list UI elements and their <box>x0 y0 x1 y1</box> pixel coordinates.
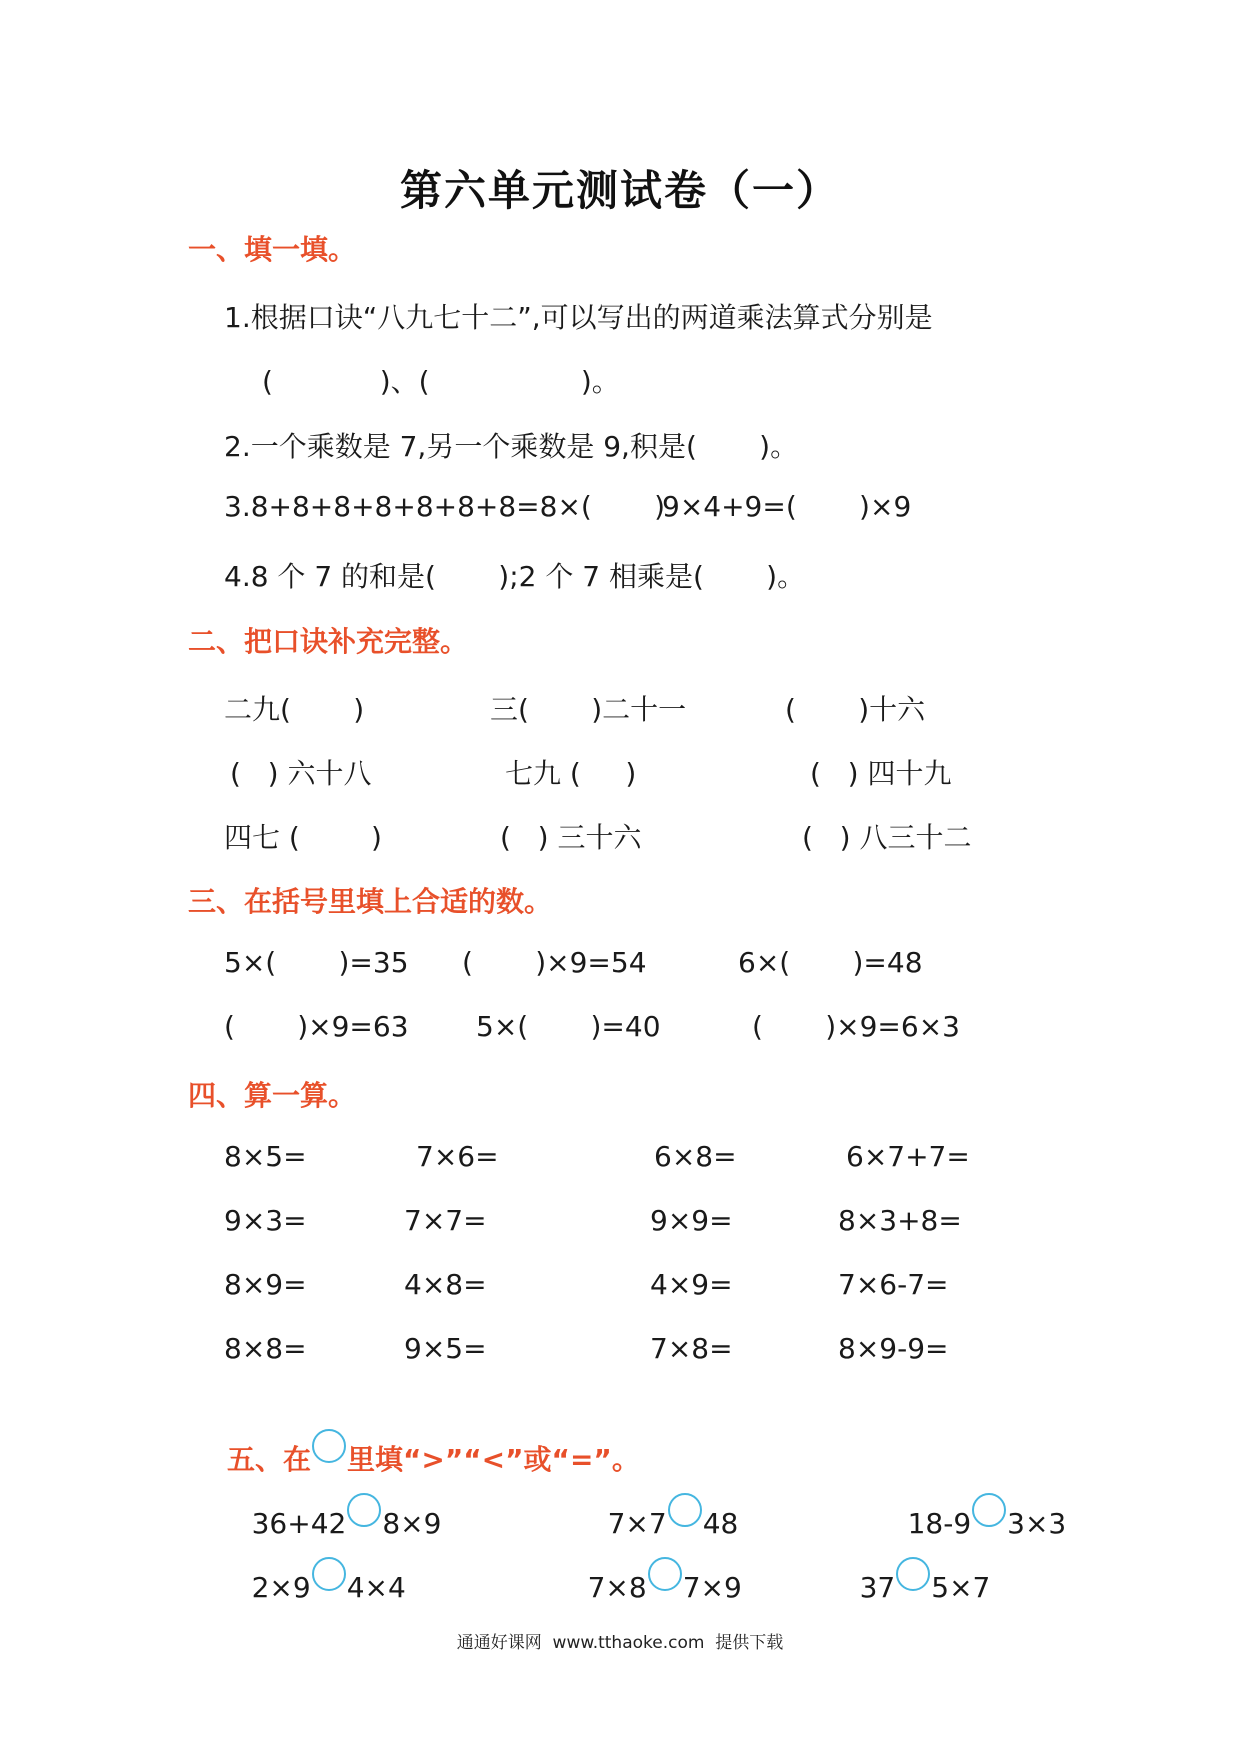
calc-item[interactable]: 6×8= <box>654 1140 737 1173</box>
compare-left: 7×8 <box>587 1571 647 1604</box>
koujue-item[interactable]: ( ) 八三十二 <box>802 821 972 854</box>
question-3a[interactable]: 3.8+8+8+8+8+8+8=8×( ) <box>224 490 666 523</box>
section-heading-compare-suffix: 里填“>”“<”或“=”。 <box>347 1443 640 1476</box>
calc-item[interactable]: 8×9-9= <box>838 1332 949 1365</box>
calc-item[interactable]: 4×9= <box>650 1268 733 1301</box>
question-4[interactable]: 4.8 个 7 的和是( );2 个 7 相乘是( )。 <box>224 560 806 593</box>
calc-item[interactable]: 8×9= <box>224 1268 307 1301</box>
koujue-item[interactable]: 三( )二十一 <box>490 693 687 726</box>
calc-item[interactable]: 4×8= <box>404 1268 487 1301</box>
bracket-item[interactable]: 5×( )=35 <box>224 946 409 979</box>
compare-left: 7×7 <box>607 1507 667 1540</box>
compare-item <box>216 1524 406 1637</box>
compare-item <box>552 1524 742 1637</box>
section-heading-calc: 四、算一算。 <box>188 1079 357 1112</box>
compare-circle-input[interactable] <box>312 1557 346 1591</box>
calc-item[interactable]: 8×3+8= <box>838 1204 962 1237</box>
question-1: 1.根据口诀“八九七十二”,可以写出的两道乘法算式分别是 <box>224 301 933 334</box>
bracket-item[interactable]: ( )×9=6×3 <box>752 1010 960 1043</box>
koujue-item[interactable]: ( ) 三十六 <box>500 821 642 854</box>
circle-icon <box>312 1429 346 1463</box>
question-3b[interactable]: 9×4+9=( )×9 <box>662 490 912 523</box>
section-heading-brackets: 三、在括号里填上合适的数。 <box>188 885 553 918</box>
compare-right: 8×9 <box>382 1507 442 1540</box>
koujue-item[interactable]: ( )十六 <box>785 693 926 726</box>
compare-circle-input[interactable] <box>648 1557 682 1591</box>
page-title: 第六单元测试卷（一） <box>399 166 840 215</box>
compare-item <box>824 1524 990 1637</box>
calc-item[interactable]: 9×3= <box>224 1204 307 1237</box>
calc-item[interactable]: 7×8= <box>650 1332 733 1365</box>
compare-circle-input[interactable] <box>896 1557 930 1591</box>
compare-left: 37 <box>859 1571 896 1604</box>
bracket-item[interactable]: 6×( )=48 <box>738 946 923 979</box>
compare-right: 7×9 <box>682 1571 742 1604</box>
compare-circle-input[interactable] <box>972 1493 1006 1527</box>
calc-item[interactable]: 8×8= <box>224 1332 307 1365</box>
footer-credit: 通通好课网 www.tthaoke.com 提供下载 <box>456 1633 784 1653</box>
calc-item[interactable]: 7×7= <box>404 1204 487 1237</box>
calc-item[interactable]: 9×9= <box>650 1204 733 1237</box>
calc-item[interactable]: 7×6= <box>416 1140 499 1173</box>
compare-right: 48 <box>702 1507 739 1540</box>
bracket-item[interactable]: 5×( )=40 <box>476 1010 661 1043</box>
koujue-item[interactable]: ( ) 六十八 <box>230 757 372 790</box>
compare-left: 2×9 <box>251 1571 311 1604</box>
compare-circle-input[interactable] <box>347 1493 381 1527</box>
koujue-item[interactable]: 七九 ( ) <box>505 757 637 790</box>
question-1-blanks[interactable]: ( )、( )。 <box>262 365 620 398</box>
section-heading-koujue: 二、把口诀补充完整。 <box>188 625 469 658</box>
calc-item[interactable]: 8×5= <box>224 1140 307 1173</box>
compare-right: 5×7 <box>931 1571 991 1604</box>
section-heading-compare-prefix: 五、在 <box>227 1443 312 1476</box>
compare-right: 4×4 <box>346 1571 406 1604</box>
calc-item[interactable]: 7×6-7= <box>838 1268 949 1301</box>
calc-item[interactable]: 9×5= <box>404 1332 487 1365</box>
section-heading-fill: 一、填一填。 <box>188 233 357 266</box>
calc-item[interactable]: 6×7+7= <box>846 1140 970 1173</box>
bracket-item[interactable]: ( )×9=54 <box>462 946 647 979</box>
compare-circle-input[interactable] <box>668 1493 702 1527</box>
koujue-item[interactable]: ( ) 四十九 <box>810 757 952 790</box>
question-2[interactable]: 2.一个乘数是 7,另一个乘数是 9,积是( )。 <box>224 430 799 463</box>
koujue-item[interactable]: 四七 ( ) <box>224 821 382 854</box>
compare-right: 3×3 <box>1007 1507 1067 1540</box>
bracket-item[interactable]: ( )×9=63 <box>224 1010 409 1043</box>
compare-left: 36+42 <box>251 1507 347 1540</box>
koujue-item[interactable]: 二九( ) <box>224 693 365 726</box>
compare-left: 18-9 <box>907 1507 972 1540</box>
